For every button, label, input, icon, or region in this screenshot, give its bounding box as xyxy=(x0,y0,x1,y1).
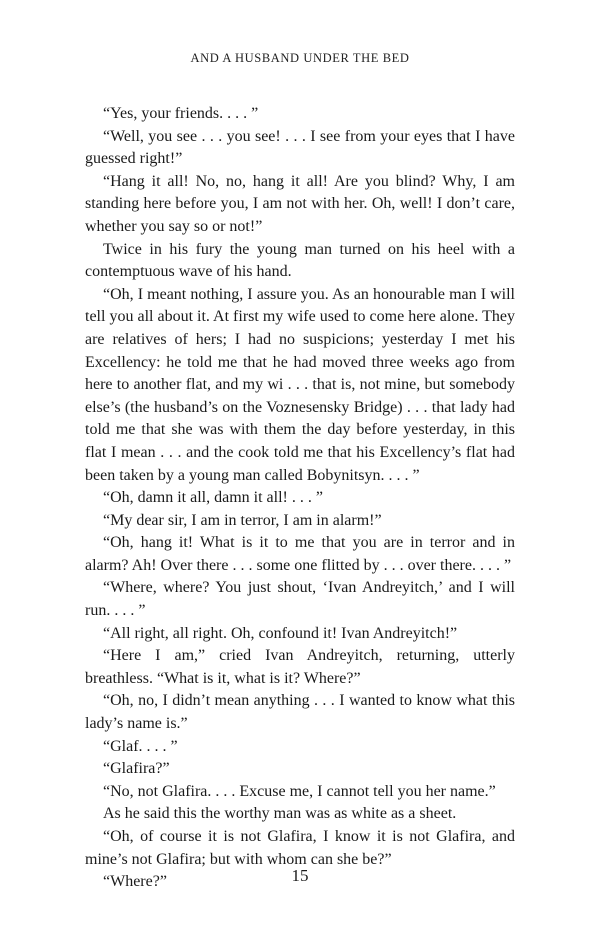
paragraph: “Yes, your friends. . . . ” xyxy=(103,105,259,122)
paragraph: “My dear sir, I am in terror, I am in alarm!” xyxy=(103,511,382,529)
paragraph: “Glaf. . . . ” xyxy=(103,737,178,755)
paragraph: “Oh, of course it is not Glafira, I know it is not Glafira, and mine’s not Glafira; but with whom can she be?” xyxy=(85,828,515,868)
paragraph: “Glafira?” xyxy=(103,760,170,778)
paragraph: “No, not Glafira. . . . Excuse me, I cannot tell you her name.” xyxy=(103,782,496,800)
paragraph: “Oh, I meant nothing, I assure you. As an honourable man I will tell you all about it. At first my wife used to come here alone. They are relatives of hers; I had no suspicions; yesterday I met his Excellency: he told me that he had moved three weeks ago from here to another flat, and my wi . . . that is, not mine, but somebody else’s (the husband’s on the Voznesensky Bridge) . . . that lady had told me that she was with them the day before yesterday, in this flat I mean . . . and the cook told me that his Excellency’s flat had been taken by a young man called Bobynitsyn. . . . ” xyxy=(85,285,515,484)
paragraph: “Oh, no, I didn’t mean anything . . . I wanted to know what this lady’s name is.” xyxy=(85,692,515,733)
paragraph: “Where?” xyxy=(103,873,167,891)
paragraph: “Oh, hang it! What is it to me that you are in terror and in alarm? Ah! Over there . . . some one flitted by . . . over there. . . . ” xyxy=(85,534,515,574)
paragraph: “Hang it all! No, no, hang it all! Are you blind? Why, I am standing here before you, I am not with her. Oh, well! I don’t care, whether you say so or not!” xyxy=(85,172,515,235)
running-head: AND A HUSBAND UNDER THE BED xyxy=(190,51,410,65)
page-number: 15 xyxy=(291,866,309,885)
paragraph: “Well, you see . . . you see! . . . I see from your eyes that I have guessed right!” xyxy=(85,127,515,168)
paragraph: “Where, where? You just shout, ‘Ivan Andreyitch,’ and I will run. . . . ” xyxy=(85,579,515,620)
paragraph: “All right, all right. Oh, confound it! Ivan Andreyitch!” xyxy=(103,624,458,642)
paragraph: “Here I am,” cried Ivan Andreyitch, returning, utterly breathless. “What is it, what is it? Where?” xyxy=(85,647,515,687)
paragraph: As he said this the worthy man was as white as a sheet. xyxy=(103,805,457,823)
paragraph: Twice in his fury the young man turned on his heel with a contemptuous wave of his hand. xyxy=(85,240,515,281)
paragraph: “Oh, damn it all, damn it all! . . . ” xyxy=(103,489,323,507)
body-text xyxy=(85,103,515,894)
